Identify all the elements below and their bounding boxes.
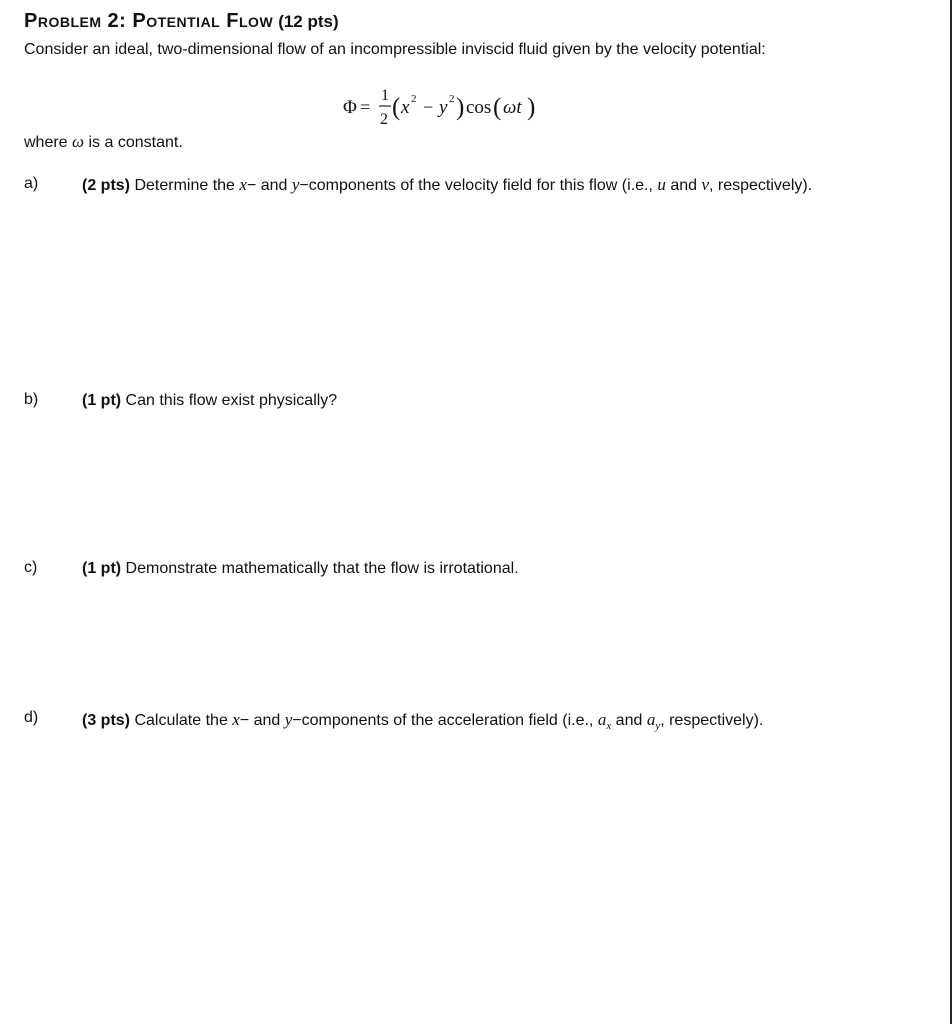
eq-cos: cos bbox=[466, 97, 492, 118]
problem-total-points: (12 pts) bbox=[278, 12, 339, 31]
part-c-label: c) bbox=[24, 559, 38, 576]
part-a-t2: − and bbox=[246, 177, 292, 194]
part-a-t4: and bbox=[665, 177, 702, 194]
y-symbol: y bbox=[291, 175, 300, 194]
x-symbol: x bbox=[239, 175, 247, 194]
problem-title bbox=[24, 10, 339, 33]
part-b-points: (1 pt) bbox=[82, 392, 122, 409]
eq-x: x bbox=[401, 97, 410, 118]
part-b-text bbox=[82, 387, 862, 414]
a-y-subscript: y bbox=[655, 720, 661, 732]
part-d-t5: , respectively). bbox=[660, 712, 764, 729]
eq-minus: − bbox=[423, 97, 434, 117]
part-c-text bbox=[82, 555, 862, 582]
problem-title-text: Problem 2: Potential Flow bbox=[24, 10, 274, 32]
omega-symbol: ω bbox=[72, 132, 85, 151]
left-paren: ( bbox=[392, 94, 401, 121]
part-d-label: d) bbox=[24, 709, 39, 726]
fraction-denominator: 2 bbox=[380, 111, 388, 128]
part-d-t1: Calculate the bbox=[130, 712, 233, 729]
part-d-t4: and bbox=[611, 712, 647, 729]
eq-exp-y: 2 bbox=[449, 93, 455, 105]
v-symbol: v bbox=[701, 175, 710, 194]
part-d-t3: −components of the acceleration field (i.e., bbox=[292, 712, 598, 729]
part-c-points: (1 pt) bbox=[82, 560, 122, 577]
velocity-potential-equation bbox=[343, 84, 563, 130]
part-b-question: Can this flow exist physically? bbox=[121, 392, 338, 409]
y-symbol: y bbox=[284, 710, 293, 729]
eq-exp-x: 2 bbox=[411, 93, 417, 105]
part-d-points: (3 pts) bbox=[82, 712, 130, 729]
part-a-t5: , respectively). bbox=[709, 177, 813, 194]
part-a-t3: −components of the velocity field for this flow (i.e., bbox=[299, 177, 658, 194]
u-symbol: u bbox=[657, 175, 666, 194]
part-a-text bbox=[82, 171, 862, 199]
fraction-numerator: 1 bbox=[381, 87, 389, 104]
problem-intro: Consider an ideal, two-dimensional flow of an incompressible inviscid fluid given by the velocity potential: bbox=[24, 41, 766, 58]
part-a-t1: Determine the bbox=[130, 177, 240, 194]
part-d-text bbox=[82, 705, 862, 741]
part-b-label: b) bbox=[24, 391, 39, 408]
where-suffix: is a constant. bbox=[88, 134, 183, 151]
cos-left-paren: ( bbox=[493, 94, 502, 121]
eq-omega-t: ωt bbox=[503, 97, 522, 118]
right-paren: ) bbox=[456, 94, 465, 121]
where-line bbox=[24, 132, 183, 152]
cos-right-paren: ) bbox=[527, 94, 536, 121]
a-y-symbol: a bbox=[646, 710, 656, 729]
phi-symbol: Φ bbox=[343, 97, 357, 118]
x-symbol: x bbox=[232, 710, 240, 729]
equals-sign: = bbox=[360, 97, 371, 117]
part-c-question: Demonstrate mathematically that the flow is irrotational. bbox=[121, 560, 519, 577]
part-d-t2: − and bbox=[239, 712, 285, 729]
part-a-label: a) bbox=[24, 175, 39, 192]
part-a-points: (2 pts) bbox=[82, 177, 130, 194]
where-prefix: where bbox=[24, 134, 68, 151]
a-x-symbol: a bbox=[597, 710, 607, 729]
a-x-subscript: x bbox=[606, 720, 612, 732]
eq-y: y bbox=[439, 97, 448, 118]
